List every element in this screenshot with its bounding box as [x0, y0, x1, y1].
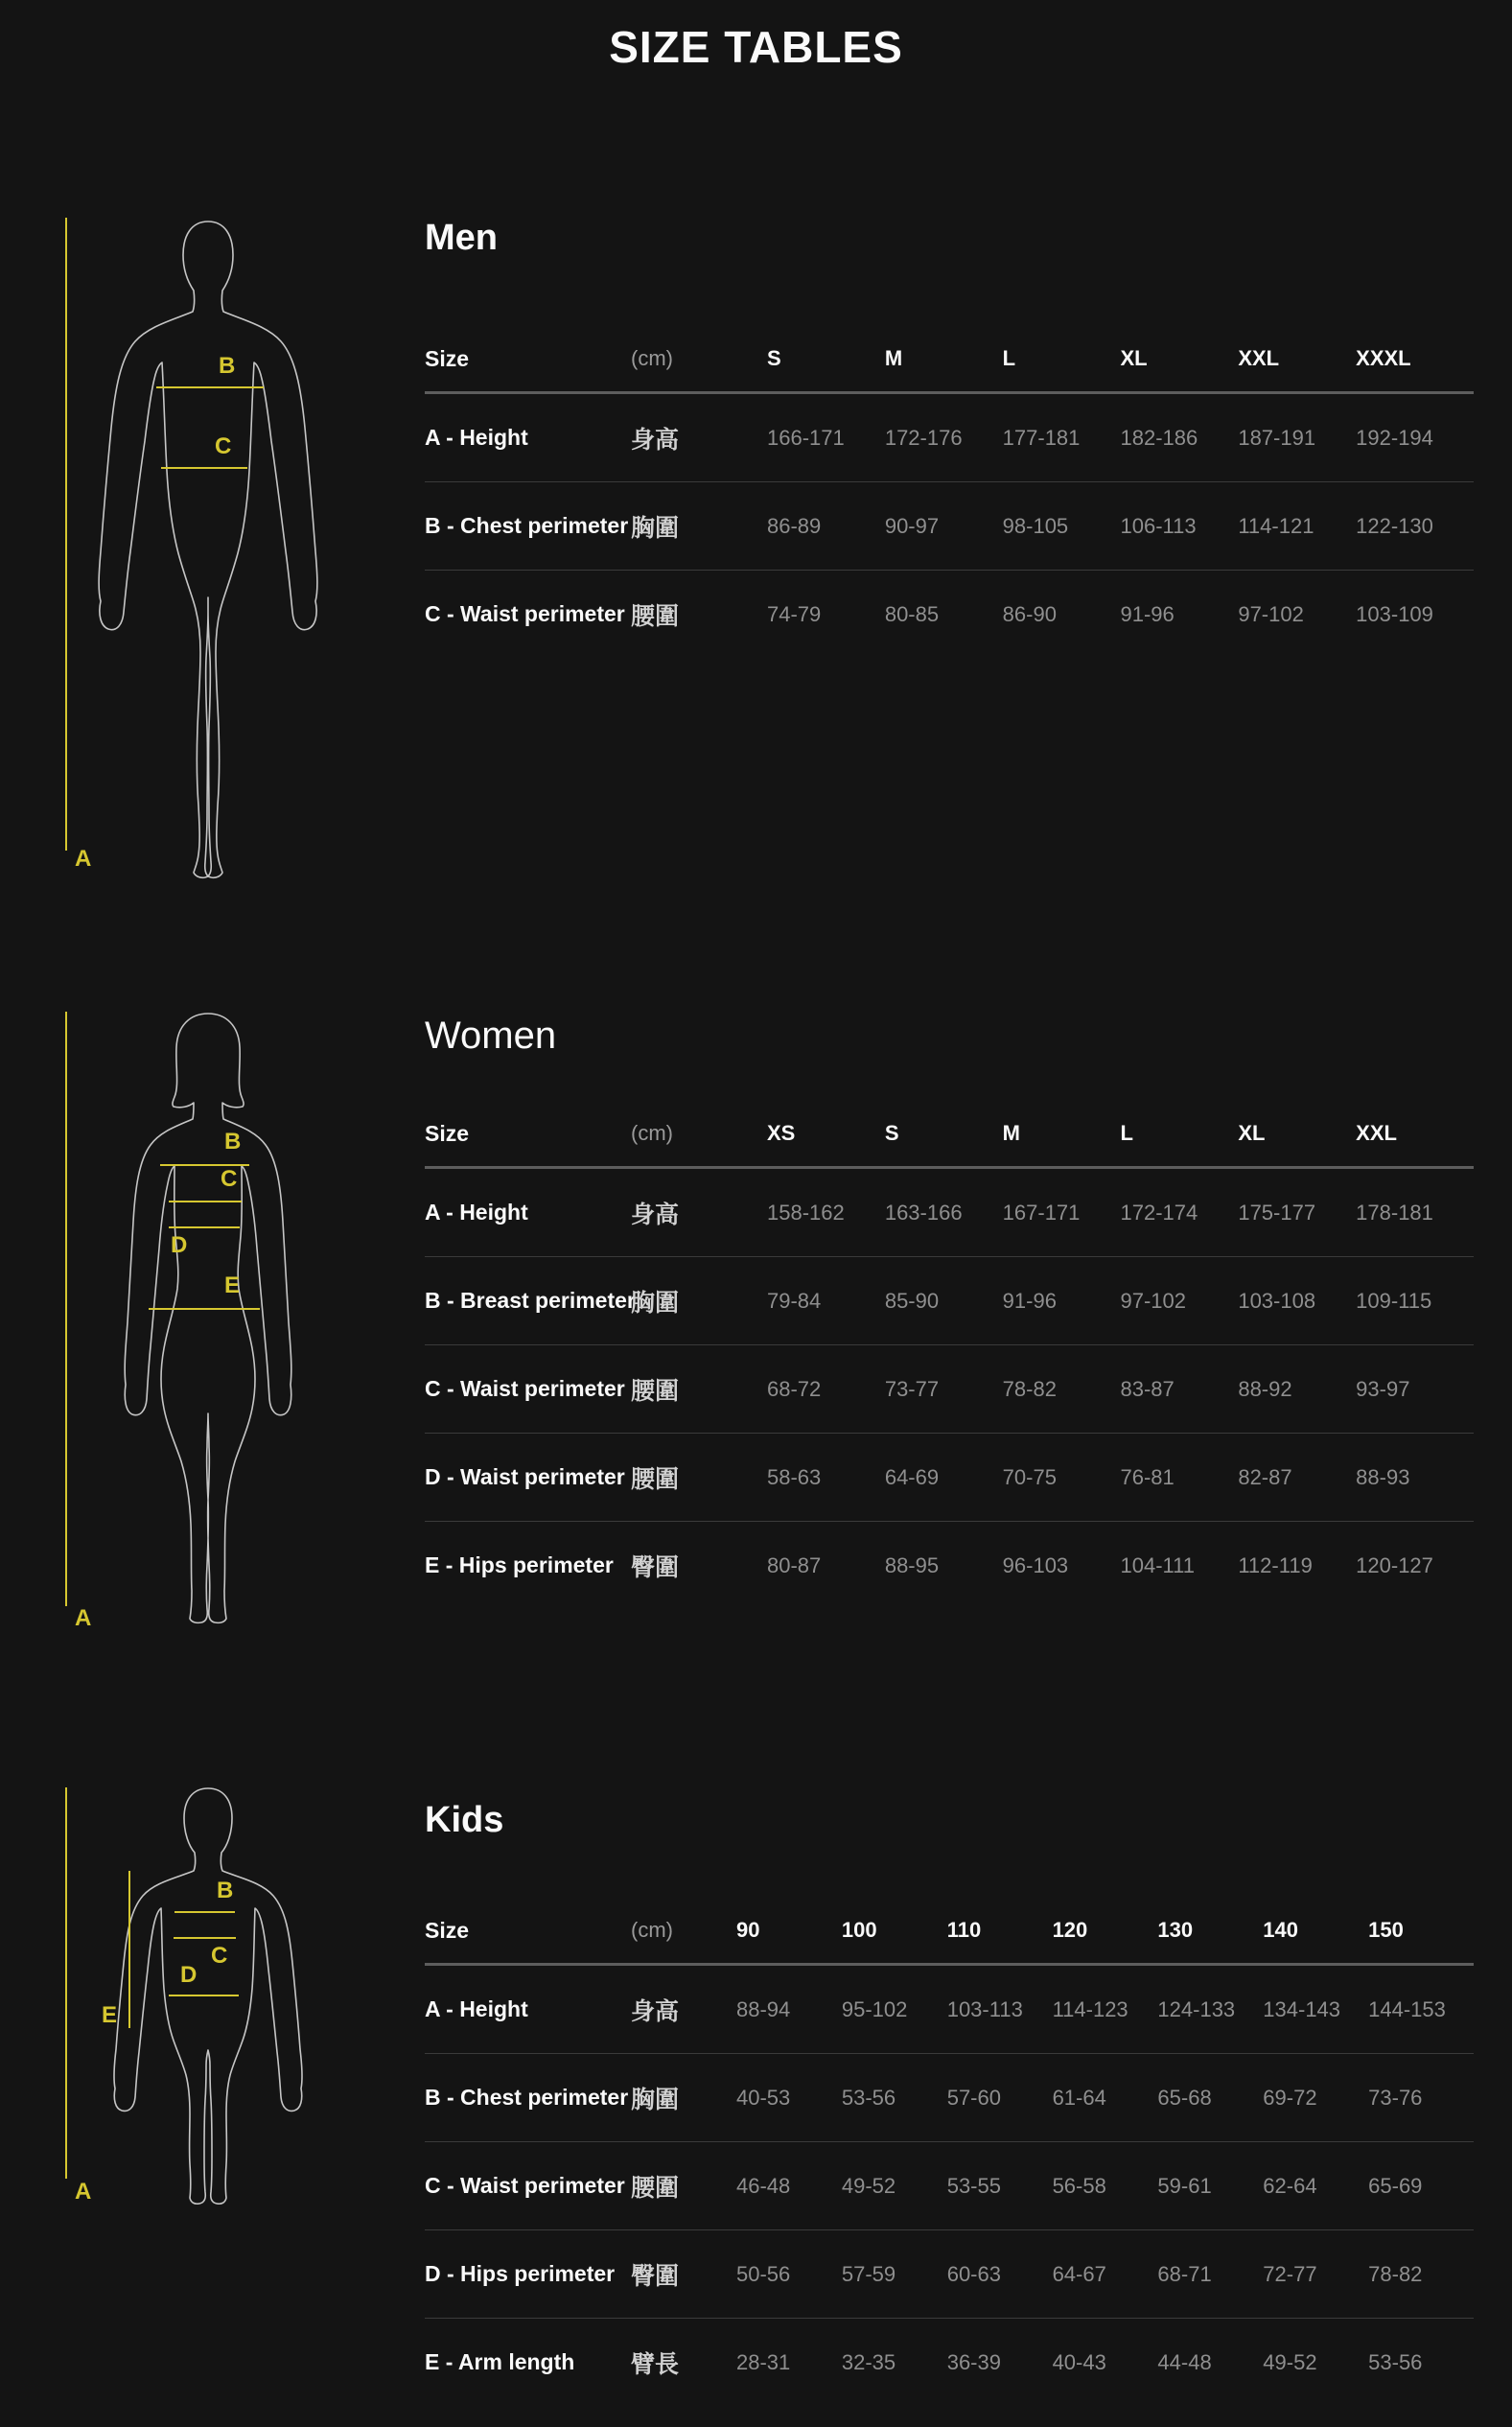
row-label-cn: 身高	[631, 1201, 680, 1228]
unit-column-header: (cm)	[631, 1918, 673, 1942]
row-label: B - Chest perimeter	[425, 513, 629, 538]
value-cell: 80-87	[767, 1552, 822, 1577]
section-men	[0, 215, 1512, 972]
measure-label-b: B	[224, 1129, 242, 1155]
row-label: D - Waist perimeter	[425, 1464, 625, 1489]
size-column-header: S	[884, 1121, 899, 1145]
value-cell: 134-143	[1263, 1996, 1341, 2021]
size-column-header: 150	[1368, 1918, 1404, 1942]
waist-lower-measure-line	[169, 1226, 240, 1228]
value-cell: 76-81	[1120, 1464, 1175, 1489]
row-label-cn: 腰圍	[631, 602, 680, 630]
value-cell: 40-43	[1052, 2349, 1106, 2374]
value-cell: 98-105	[1002, 513, 1069, 538]
value-cell: 86-89	[767, 513, 822, 538]
value-cell: 83-87	[1120, 1376, 1175, 1401]
value-cell: 158-162	[767, 1200, 845, 1225]
value-cell: 65-69	[1368, 2173, 1423, 2198]
value-cell: 60-63	[946, 2261, 1001, 2286]
measure-label-c: C	[215, 433, 232, 459]
value-cell: 72-77	[1263, 2261, 1317, 2286]
size-column-header: L	[1002, 346, 1016, 370]
value-cell: 74-79	[767, 601, 822, 626]
height-measure-line	[65, 218, 67, 851]
size-column-header: Size	[425, 1917, 470, 1943]
size-column-header: M	[884, 346, 903, 370]
section-heading-men: Men	[425, 218, 498, 258]
value-cell: 88-94	[736, 1996, 791, 2021]
size-column-header: Size	[425, 345, 470, 371]
value-cell: 49-52	[1263, 2349, 1317, 2374]
value-cell: 40-53	[736, 2085, 791, 2110]
value-cell: 62-64	[1263, 2173, 1317, 2198]
value-cell: 144-153	[1368, 1996, 1446, 2021]
value-cell: 44-48	[1157, 2349, 1212, 2374]
section-heading-kids: Kids	[425, 1800, 504, 1840]
value-cell: 124-133	[1157, 1996, 1236, 2021]
waist-measure-line	[174, 1937, 236, 1939]
value-cell: 82-87	[1238, 1464, 1292, 1489]
size-column-header: 90	[736, 1918, 760, 1942]
row-label: E - Arm length	[425, 2349, 575, 2374]
row-label-cn: 腰圍	[631, 1377, 680, 1405]
kids-size-table	[425, 1898, 1474, 2406]
measurement-row	[425, 2318, 1474, 2406]
measurement-row	[425, 1521, 1474, 1609]
value-cell: 50-56	[736, 2261, 791, 2286]
value-cell: 36-39	[946, 2349, 1001, 2374]
section-kids	[0, 1784, 1512, 2416]
value-cell: 167-171	[1002, 1200, 1081, 1225]
value-cell: 79-84	[767, 1288, 822, 1313]
value-cell: 86-90	[1002, 601, 1057, 626]
value-cell: 90-97	[884, 513, 940, 538]
measurement-row	[425, 1966, 1474, 2053]
size-column-header: Size	[425, 1120, 470, 1146]
measure-label-b: B	[219, 353, 236, 379]
value-cell: 103-109	[1356, 601, 1433, 626]
value-cell: 182-186	[1120, 425, 1198, 450]
value-cell: 53-56	[841, 2085, 896, 2110]
size-column-header: XL	[1120, 346, 1148, 370]
measurement-row	[425, 1344, 1474, 1433]
size-column-header: 120	[1052, 1918, 1088, 1942]
value-cell: 172-174	[1120, 1200, 1198, 1225]
measurement-row	[425, 2053, 1474, 2141]
arm-length-measure-line	[128, 1871, 130, 2028]
row-label-cn: 臂長	[631, 2350, 680, 2378]
size-column-header: XS	[767, 1121, 796, 1145]
row-label-cn: 胸圍	[631, 2086, 680, 2113]
row-label-cn: 身高	[631, 426, 680, 454]
value-cell: 28-31	[736, 2349, 791, 2374]
value-cell: 68-72	[767, 1376, 822, 1401]
value-cell: 32-35	[841, 2349, 896, 2374]
value-cell: 97-102	[1238, 601, 1304, 626]
section-heading-women: Women	[425, 1015, 557, 1057]
waist-upper-measure-line	[169, 1201, 242, 1202]
row-label: A - Height	[425, 425, 528, 450]
size-column-header: 110	[946, 1918, 982, 1942]
value-cell: 104-111	[1120, 1552, 1195, 1577]
size-column-header: 130	[1157, 1918, 1194, 1942]
measurement-row	[425, 570, 1474, 658]
value-cell: 57-59	[841, 2261, 896, 2286]
value-cell: 80-85	[884, 601, 940, 626]
value-cell: 120-127	[1356, 1552, 1433, 1577]
measurement-row	[425, 1256, 1474, 1344]
value-cell: 58-63	[767, 1464, 822, 1489]
row-label: C - Waist perimeter	[425, 1376, 625, 1401]
row-label: C - Waist perimeter	[425, 601, 625, 626]
size-column-header: XXXL	[1356, 346, 1411, 370]
value-cell: 114-123	[1052, 1996, 1128, 2021]
row-label-cn: 臀圍	[631, 2262, 680, 2290]
size-column-header: XXL	[1356, 1121, 1397, 1145]
value-cell: 93-97	[1356, 1376, 1410, 1401]
value-cell: 88-92	[1238, 1376, 1292, 1401]
measure-label-d: D	[180, 1962, 198, 1988]
value-cell: 166-171	[767, 425, 845, 450]
value-cell: 112-119	[1238, 1552, 1313, 1577]
men-size-table	[425, 326, 1474, 658]
height-measure-line	[65, 1012, 67, 1606]
height-measure-line	[65, 1787, 67, 2179]
value-cell: 46-48	[736, 2173, 791, 2198]
measure-label-a: A	[75, 846, 92, 872]
value-cell: 70-75	[1002, 1464, 1057, 1489]
value-cell: 69-72	[1263, 2085, 1317, 2110]
measure-label-d: D	[171, 1232, 188, 1258]
measure-label-e: E	[224, 1272, 241, 1298]
size-column-header: 100	[841, 1918, 877, 1942]
value-cell: 64-69	[884, 1464, 940, 1489]
value-cell: 177-181	[1002, 425, 1081, 450]
value-cell: 61-64	[1052, 2085, 1106, 2110]
value-cell: 88-93	[1356, 1464, 1410, 1489]
row-label: A - Height	[425, 1996, 528, 2021]
value-cell: 56-58	[1052, 2173, 1106, 2198]
measurement-row	[425, 1433, 1474, 1521]
value-cell: 57-60	[946, 2085, 1001, 2110]
value-cell: 192-194	[1356, 425, 1433, 450]
value-cell: 103-108	[1238, 1288, 1316, 1313]
hips-measure-line	[169, 1995, 239, 1996]
measurement-row	[425, 394, 1474, 481]
unit-column-header: (cm)	[631, 346, 673, 370]
value-cell: 109-115	[1356, 1288, 1432, 1313]
row-label-cn: 腰圍	[631, 2174, 680, 2202]
value-cell: 91-96	[1002, 1288, 1057, 1313]
measure-label-a: A	[75, 1605, 92, 1631]
child-body-silhouette	[91, 1785, 326, 2207]
measure-label-c: C	[221, 1166, 238, 1192]
row-label-cn: 胸圍	[631, 1289, 680, 1317]
value-cell: 163-166	[884, 1200, 963, 1225]
value-cell: 49-52	[841, 2173, 896, 2198]
female-body-silhouette	[91, 1011, 331, 1624]
value-cell: 53-56	[1368, 2349, 1423, 2374]
value-cell: 65-68	[1157, 2085, 1212, 2110]
table-header-row	[425, 326, 1474, 394]
unit-column-header: (cm)	[631, 1121, 673, 1145]
hips-measure-line	[149, 1308, 260, 1310]
size-column-header: L	[1120, 1121, 1133, 1145]
row-label-cn: 胸圍	[631, 514, 680, 542]
measure-label-c: C	[211, 1943, 228, 1969]
value-cell: 88-95	[884, 1552, 940, 1577]
value-cell: 59-61	[1157, 2173, 1212, 2198]
size-column-header: S	[767, 346, 781, 370]
value-cell: 172-176	[884, 425, 963, 450]
value-cell: 95-102	[841, 1996, 908, 2021]
value-cell: 97-102	[1120, 1288, 1187, 1313]
value-cell: 64-67	[1052, 2261, 1106, 2286]
value-cell: 73-76	[1368, 2085, 1423, 2110]
chest-measure-line	[174, 1911, 235, 1913]
waist-measure-line	[161, 467, 247, 469]
table-header-row	[425, 1101, 1474, 1169]
value-cell: 91-96	[1120, 601, 1175, 626]
value-cell: 78-82	[1002, 1376, 1057, 1401]
value-cell: 96-103	[1002, 1552, 1069, 1577]
row-label: D - Hips perimeter	[425, 2261, 616, 2286]
row-label: A - Height	[425, 1200, 528, 1225]
value-cell: 178-181	[1356, 1200, 1433, 1225]
value-cell: 85-90	[884, 1288, 940, 1313]
measurement-row	[425, 1169, 1474, 1256]
size-column-header: 140	[1263, 1918, 1298, 1942]
row-label-cn: 身高	[631, 1997, 680, 2025]
measure-label-a: A	[75, 2179, 92, 2205]
row-label: C - Waist perimeter	[425, 2173, 625, 2198]
measurement-row	[425, 2141, 1474, 2229]
women-size-table	[425, 1101, 1474, 1609]
value-cell: 53-55	[946, 2173, 1001, 2198]
size-column-header: M	[1002, 1121, 1020, 1145]
page-title: SIZE TABLES	[609, 22, 903, 72]
measure-label-e: E	[102, 2002, 118, 2028]
row-label: E - Hips perimeter	[425, 1552, 614, 1577]
measurement-row	[425, 481, 1474, 570]
value-cell: 122-130	[1356, 513, 1433, 538]
measurement-row	[425, 2229, 1474, 2318]
table-header-row	[425, 1898, 1474, 1966]
value-cell: 114-121	[1238, 513, 1314, 538]
row-label: B - Breast perimeter	[425, 1288, 636, 1313]
value-cell: 78-82	[1368, 2261, 1423, 2286]
size-column-header: XXL	[1238, 346, 1280, 370]
row-label-cn: 臀圍	[631, 1553, 680, 1581]
value-cell: 73-77	[884, 1376, 940, 1401]
row-label: B - Chest perimeter	[425, 2085, 629, 2110]
size-column-header: XL	[1238, 1121, 1266, 1145]
row-label-cn: 腰圍	[631, 1465, 680, 1493]
male-body-silhouette	[91, 219, 326, 880]
measure-label-b: B	[217, 1878, 234, 1903]
section-women	[0, 1009, 1512, 1776]
value-cell: 187-191	[1238, 425, 1316, 450]
value-cell: 106-113	[1120, 513, 1197, 538]
value-cell: 175-177	[1238, 1200, 1316, 1225]
chest-measure-line	[156, 386, 264, 388]
value-cell: 103-113	[946, 1996, 1023, 2021]
value-cell: 68-71	[1157, 2261, 1212, 2286]
